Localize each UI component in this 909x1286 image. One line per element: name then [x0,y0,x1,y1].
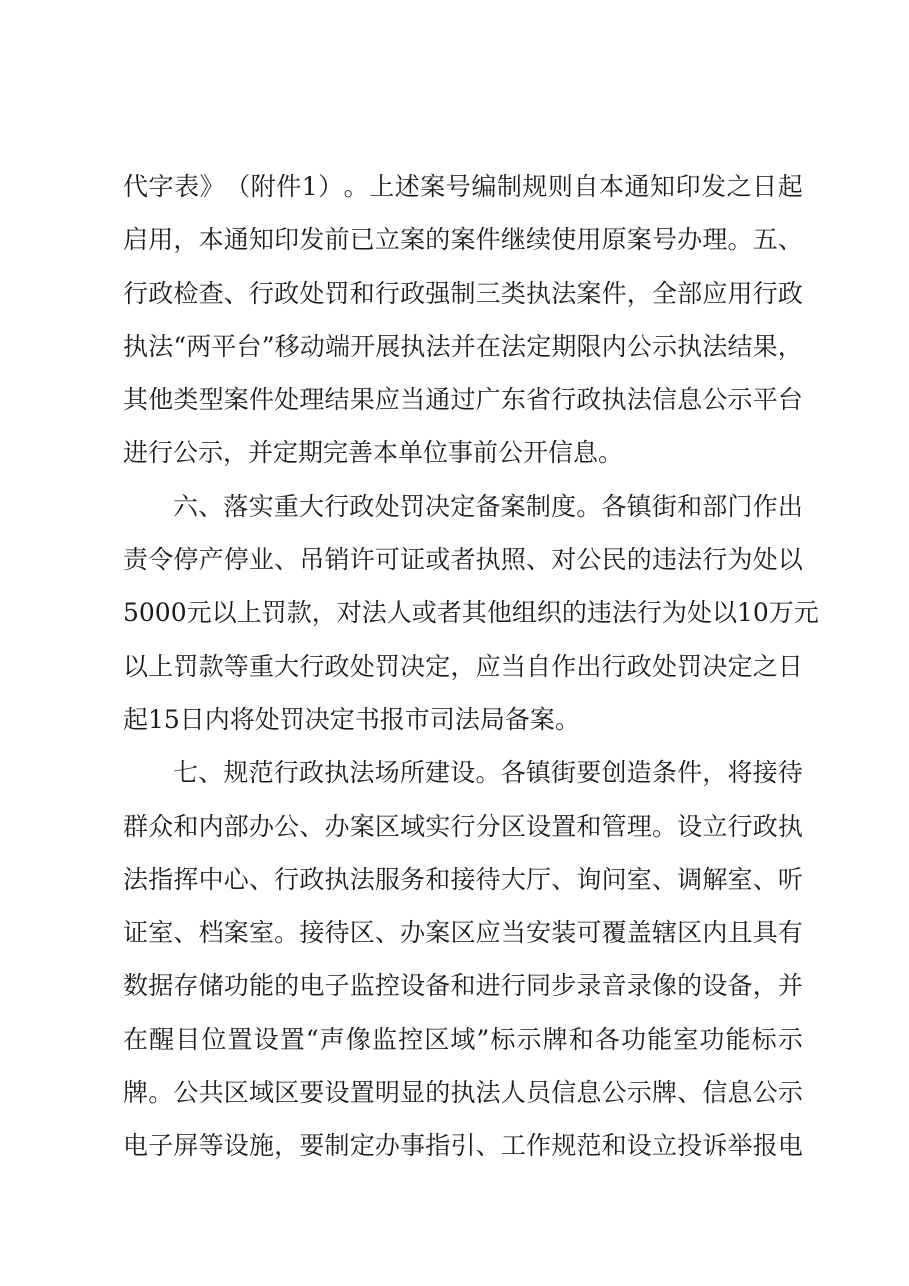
text-line: 群 众 和 内 部 办 公 、 办 案 区 域 实 行 分 区 设 置 和 管 理 。 设 立 行 政 执 [123,811,803,841]
text-line: 其 他 类 型 案 件 处 理 结 果 应 当 通 过 广 东 省 行 政 执 法 信 息 公 示 平 台 [123,385,803,415]
text-line: 证 室 、 档 案 室 。 接 待 区 、 办 案 区 应 当 安 装 可 覆 盖 辖 区 内 且 具 有 [123,918,803,948]
body-text [123,160,819,1173]
text-line: 责 令 停 产 停 业 、 吊 销 许 可 证 或 者 执 照 、 对 公 民 的 违 法 行 为 处 以 [123,545,803,575]
text-line: 在 醒 目 位 置 设 置 “ 声 像 监 控 区 域 ” 标 示 牌 和 各 功 能 室 功 能 标 示 [123,1024,803,1054]
text-line: 进行公示，并定期完善本单位事前公开信息。 [123,438,624,468]
text-line: 牌 。 公 共 区 域 区 要 设 置 明 显 的 执 法 人 员 信 息 公 示 牌 、 信 息 公 示 [123,1078,803,1108]
text-line: 启 用 ， 本 通 知 印 发 前 已 立 案 的 案 件 继 续 使 用 原 案 号 办 理 。 五 、 [123,225,803,255]
text-line: 执 法 “ 两 平 台 ” 移 动 端 开 展 执 法 并 在 法 定 期 限 内 公 示 执 法 结 果 ， [123,331,803,361]
text-line: 5000 元 以 上 罚 款 ， 对 法 人 或 者 其 他 组 织 的 违 法 行 为 处 以 10 万 元 [123,598,819,628]
paragraph-heading-7: 七 、 规 范 行 政 执 法 场 所 建 设 。 各 镇 街 要 创 造 条 件 ， 将 接 待 [173,758,803,788]
text-line: 代 字 表 》 （ 附 件 1 ） 。 上 述 案 号 编 制 规 则 自 本 通 知 印 发 之 日 起 [123,172,803,201]
text-line: 以 上 罚 款 等 重 大 行 政 处 罚 决 定 ， 应 当 自 作 出 行 政 处 罚 决 定 之 日 [123,651,803,681]
text-line: 起15日内将处罚决定书报市司法局备案。 [123,704,580,734]
paragraph-heading-6: 六 、 落 实 重 大 行 政 处 罚 决 定 备 案 制 度 。 各 镇 街 和 部 门 作 出 [173,491,803,521]
text-line: 法 指 挥 中 心 、 行 政 执 法 服 务 和 接 待 大 厅 、 询 问 室 、 调 解 室 、 听 [123,864,803,894]
text-line: 行 政 检 查 、 行 政 处 罚 和 行 政 强 制 三 类 执 法 案 件 ， 全 部 应 用 行 政 [123,278,803,308]
text-line: 数 据 存 储 功 能 的 电 子 监 控 设 备 和 进 行 同 步 录 音 录 像 的 设 备 ， 并 [123,971,803,1001]
text-line: 电 子 屏 等 设 施 ， 要 制 定 办 事 指 引 、 工 作 规 范 和 设 立 投 诉 举 报 电 [123,1131,803,1161]
